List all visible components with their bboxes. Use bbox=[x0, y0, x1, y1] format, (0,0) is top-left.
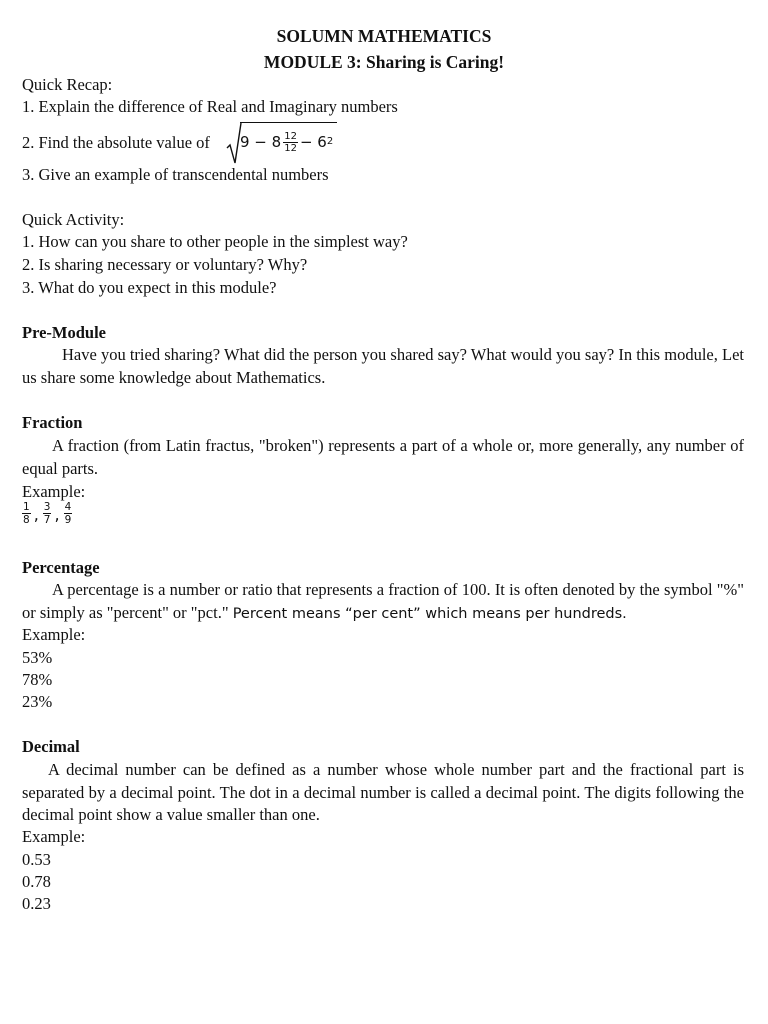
activity-item-2: 2. Is sharing necessary or voluntary? Why? bbox=[22, 255, 308, 274]
fraction-denominator: 8 bbox=[23, 513, 30, 526]
fraction-numerator: 1 bbox=[23, 500, 30, 513]
decimal-example: 0.23 bbox=[22, 894, 51, 913]
fraction-paragraph: A fraction (from Latin fractus, "broken") represents a part of a whole or, more generally, any number of equal parts. bbox=[22, 436, 744, 478]
premodule-paragraph: Have you tried sharing? What did the person you shared say? What would you say? In this module, Let us share some knowledge about Mathematics. bbox=[22, 345, 744, 387]
exponent-denominator: 12 bbox=[284, 142, 297, 154]
module-title: MODULE 3: Sharing is Caring! bbox=[263, 52, 505, 72]
decimal-example: 0.78 bbox=[22, 872, 51, 891]
exponent-fraction bbox=[283, 131, 298, 154]
fraction-separator: , bbox=[33, 505, 39, 524]
document-title: SOLUMN MATHEMATICS bbox=[276, 26, 492, 46]
recap-item-3: 3. Give an example of transcendental numbers bbox=[22, 165, 329, 184]
activity-item-1: 1. How can you share to other people in the simplest way? bbox=[22, 232, 408, 251]
square-root-expression bbox=[226, 118, 356, 166]
decimal-heading: Decimal bbox=[22, 737, 80, 756]
activity-heading: Quick Activity: bbox=[22, 210, 125, 229]
fraction-heading: Fraction bbox=[22, 413, 83, 432]
fraction-numerator: 4 bbox=[64, 500, 72, 513]
square-exponent: 2 bbox=[326, 135, 334, 147]
exponent-numerator: 12 bbox=[284, 130, 297, 142]
decimal-paragraph: A decimal number can be defined as a number whose whole number part and the fractional part is separated by a decimal point. The dot in a decimal number is called a decimal point. The digits following the decimal point show a value smaller than one. bbox=[22, 760, 744, 824]
fraction-example-label: Example: bbox=[22, 482, 86, 501]
fraction-separator: , bbox=[54, 505, 60, 524]
fraction-examples bbox=[20, 500, 74, 527]
fraction-example bbox=[43, 501, 52, 526]
radicand-subtract: − 6 bbox=[299, 132, 327, 151]
percentage-example-label: Example: bbox=[22, 625, 86, 644]
recap-item-1: 1. Explain the difference of Real and Imaginary numbers bbox=[22, 97, 398, 116]
percentage-example: 78% bbox=[22, 670, 53, 689]
percentage-example: 23% bbox=[22, 692, 53, 711]
percentage-paragraph bbox=[22, 579, 744, 625]
activity-item-3: 3. What do you expect in this module? bbox=[22, 278, 277, 297]
percentage-text-tail: Percent means “per cent” which means per hundreds. bbox=[232, 605, 627, 622]
decimal-example: 0.53 bbox=[22, 850, 51, 869]
fraction-denominator: 7 bbox=[43, 513, 51, 526]
fraction-denominator: 9 bbox=[64, 513, 72, 526]
percentage-heading: Percentage bbox=[22, 558, 100, 577]
recap-item-2: 2. Find the absolute value of bbox=[22, 133, 210, 152]
premodule-heading: Pre-Module bbox=[22, 323, 107, 342]
radicand-base: 9 − 8 bbox=[240, 132, 282, 151]
percentage-text: A percentage is a number or ratio that represents a fraction of 100. It is often denoted by the symbol "%" or simply as "percent" or "pct." bbox=[22, 580, 744, 622]
decimal-example-label: Example: bbox=[22, 827, 86, 846]
fraction-numerator: 3 bbox=[43, 500, 51, 513]
radicand bbox=[240, 122, 337, 161]
fraction-example bbox=[64, 501, 73, 526]
recap-heading: Quick Recap: bbox=[22, 75, 113, 94]
percentage-example: 53% bbox=[22, 648, 53, 667]
fraction-example bbox=[22, 501, 31, 526]
